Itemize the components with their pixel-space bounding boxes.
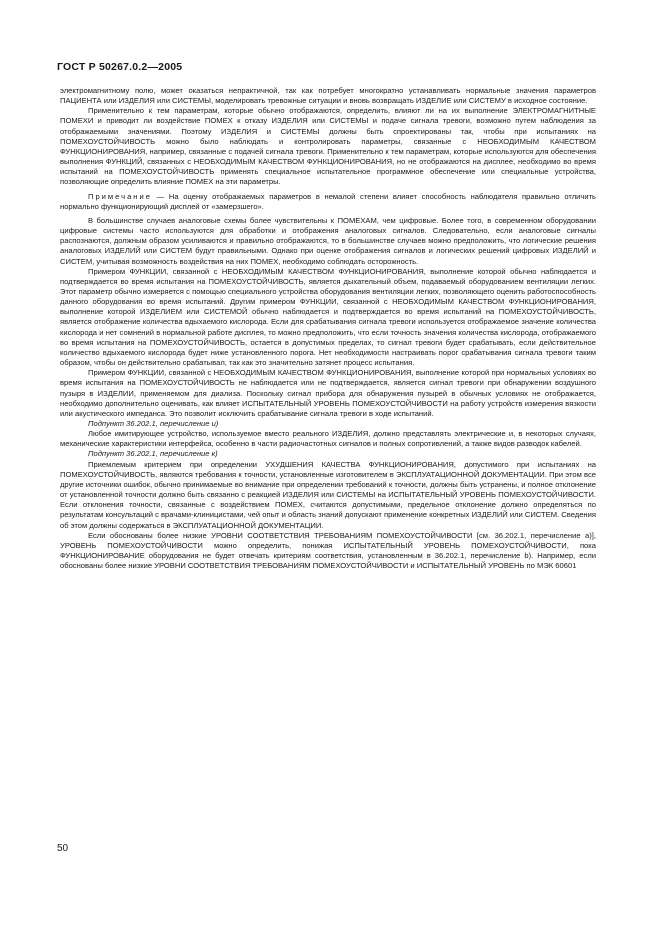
paragraph-performance-criteria: Приемлемым критерием при определении УХУДШЕНИЯ КАЧЕСТВА ФУНКЦИОНИРОВАНИЯ, допустимого при испытаниях на ПОМЕХОУСТОЙЧИВОСТЬ, являются требования к точности, установленные изготовителем в ЭКСПЛУАТАЦИОННОЙ ДОКУМЕНТАЦИИ. При этом все другие источники ошибок, обычно принимаемые во внимание при определении требований к точности, должны быть устранены, и полное отклонение от установленной точности должно быть связанно с реакцией ИЗДЕЛИЯ или СИСТЕМЫ на ИСПЫТАТЕЛЬНЫЙ УРОВЕНЬ ПОМЕХОУСТОЙЧИВОСТИ. Если отклонения точности, связанные с воздействием ПОМЕХ, считаются допустимыми, предельное отклонение должно определяться по результатам консультаций с врачами-клиницистами, чей опыт и область знаний допускают применение конкретных ИЗДЕЛИЙ или СИСТЕМ. Сведения об этом должны содержаться в ЭКСПЛУАТАЦИОННОЙ ДОКУМЕНТАЦИИ.	[60, 459, 596, 530]
document-header: ГОСТ Р 50267.0.2—2005	[57, 61, 183, 73]
paragraph-dialysis-example: Примером ФУНКЦИИ, связанной с НЕОБХОДИМЫМ КАЧЕСТВОМ ФУНКЦИОНИРОВАНИЯ, выполнение которой при нормальных условиях во время испытания на ПОМЕХОУСТОЙЧИВОСТЬ не наблюдается или не подтверждается, является сигнал тревоги при обнаружении воздушного пузыря в ИЗДЕЛИИ, применяемом для диализа. Поскольку сигнал прибора для обнаружения пузырей в обычных условиях не отображается, необходимо дополнительно оценивать, как влияет ИСПЫТАТЕЛЬНЫЙ УРОВЕНЬ ПОМЕХОУСТОЙЧИВОСТИ на работу устройств измерения вязкости или акустического импеданса. Это позволит исключить срабатывание сигнала тревоги в ходе испытаний.	[60, 368, 596, 418]
note	[60, 192, 596, 212]
page-body	[60, 86, 596, 571]
subclause-heading-i: Подпункт 36.202.1, перечисление и)	[88, 419, 219, 428]
paragraph-compliance-levels: Если обоснованы более низкие УРОВНИ СООТВЕТСТВИЯ ТРЕБОВАНИЯМ ПОМЕХОУСТОЙЧИВОСТИ [см. 36.202.1, перечисление а)], УРОВЕНЬ ПОМЕХОУСТОЙЧИВОСТИ можно определить, понижая ИСПЫТАТЕЛЬНЫЙ УРОВЕНЬ ПОМЕХОУСТОЙЧИВОСТИ, пока ФУНКЦИОНИРОВАНИЕ оборудования не будет отвечать критериям соответствия, установленным в 36.202.1, перечисление b). Например, если обоснованы более низкие УРОВНИ СООТВЕТСТВИЯ ТРЕБОВАНИЯМ ПОМЕХОУСТОЙЧИВОСТИ и ИСПЫТАТЕЛЬНЫЙ УРОВЕНЬ по МЭК 60601	[60, 530, 596, 571]
paragraph-ventilation-example: Примером ФУНКЦИИ, связанной с НЕОБХОДИМЫМ КАЧЕСТВОМ ФУНКЦИОНИРОВАНИЯ, выполнение которой обычно наблюдается и подтверждается во время испытания на ПОМЕХОУСТОЙЧИВОСТЬ, является дыхательный объем, подаваемый оборудованием вентиляции легких. Этот параметр обычно измеряется с помощью специального устройства оборудования вентиляции легких, позволяющего оценить работоспособность данного оборудования во время испытаний. Другим примером ФУНКЦИИ, связанной с НЕОБХОДИМЫМ КАЧЕСТВОМ ФУНКЦИОНИРОВАНИЯ, выполнение которой ИЗДЕЛИЕМ или СИСТЕМОЙ обычно наблюдается и подтверждается во время испытаний на ПОМЕХОУСТОЙЧИВОСТЬ, является отображение количества вдыхаемого кислорода. Если для срабатывания сигнала тревоги используется отображаемое значение количества кислорода и нет сомнений в нормальной работе дисплея, то можно предположить, что если точность значения количества кислорода, отображаемого во время испытания на ПОМЕХОУСТОЙЧИВОСТЬ, остается в допустимых пределах, то сигнал тревоги будет срабатывать, если действительное количество вдыхаемого кислорода будет ниже установленного порога. Нет необходимости настраивать порог срабатывания сигнала тревоги таким образом, чтобы он действительно срабатывал, так как это значительно затянет процесс испытания.	[60, 266, 596, 368]
note-dash: —	[151, 191, 169, 201]
paragraph-simulator: Любое имитирующее устройство, используемое вместо реального ИЗДЕЛИЯ, должно представлять электрические и, в некоторых случаях, механические характеристики интерфейса, особенно в части радиочастотных сигналов и полных сопротивлений, а также видов разводок кабелей.	[60, 429, 596, 449]
page-number: 50	[57, 843, 69, 854]
paragraph-monitoring: Применительно к тем параметрам, которые обычно отображаются, определить, влияют ли на их выполнение ЭЛЕКТРОМАГНИТНЫЕ ПОМЕХИ и приводит ли воздействие ПОМЕХ к отказу ИЗДЕЛИЯ или СИСТЕМЫ и подаче сигнала тревоги, возможно путем наблюдения за отображаемыми значениями. Поэтому ИЗДЕЛИЯ и СИСТЕМЫ должны быть спроектированы так, чтобы при испытаниях на ПОМЕХОУСТОЙЧИВОСТЬ можно было наблюдать и контролировать параметры, связанные с НЕОБХОДИМЫМ КАЧЕСТВОМ ФУНКЦИОНИРОВАНИЯ, например, связанные с подачей сигнала тревоги. Применительно к тем параметрам, которые используются для обеспечения выполнения ФУНКЦИЙ, связанных с НЕОБХОДИМЫМ КАЧЕСТВОМ ФУНКЦИОНИРОВАНИЯ, но не отображаются на дисплее, необходимо во время испытаний на ПОМЕХОУСТОЙЧИВОСТЬ применять специальное испытательное программное обеспечение или специальные устройства, позволяющие определить влияние ПОМЕХ на эти параметры.	[60, 106, 596, 187]
subclause-heading-k: Подпункт 36.202.1, перечисление к)	[88, 449, 218, 459]
note-text: На оценку отображаемых параметров в немалой степени влияет способность наблюдателя правильно отличить нормально функционирующий дисплей от «замерзшего».	[60, 191, 596, 211]
note-label: Примечание	[88, 191, 152, 201]
paragraph-analog-circuits: В большинстве случаев аналоговые схемы более чувствительны к ПОМЕХАМ, чем цифровые. Более того, в современном оборудовании цифровые системы часто используются для обработки и отображения аналоговых сигналов. Следовательно, если аналоговые сигналы распознаются, должным образом усиливаются и правильно отображаются, то в большинстве случаев можно предположить, что логические решения аналоговых ИЗДЕЛИЙ или СИСТЕМ будут правильными. Однако при оценке отображения сигналов и логических решений цифровых ИЗДЕЛИЙ и СИСТЕМ, учитывая возможность воздействия на них ПОМЕХ, необходимо соблюдать осторожность.	[60, 215, 596, 266]
paragraph-continuation: электромагнитному полю, может оказаться непрактичной, так как потребует многократно устанавливать нормальные значения параметров ПАЦИЕНТА или ИЗДЕЛИЯ или СИСТЕМЫ, моделировать тревожные ситуации и вновь возвращать ИЗДЕЛИЕ или СИСТЕМУ в исходное состояние.	[60, 86, 596, 106]
